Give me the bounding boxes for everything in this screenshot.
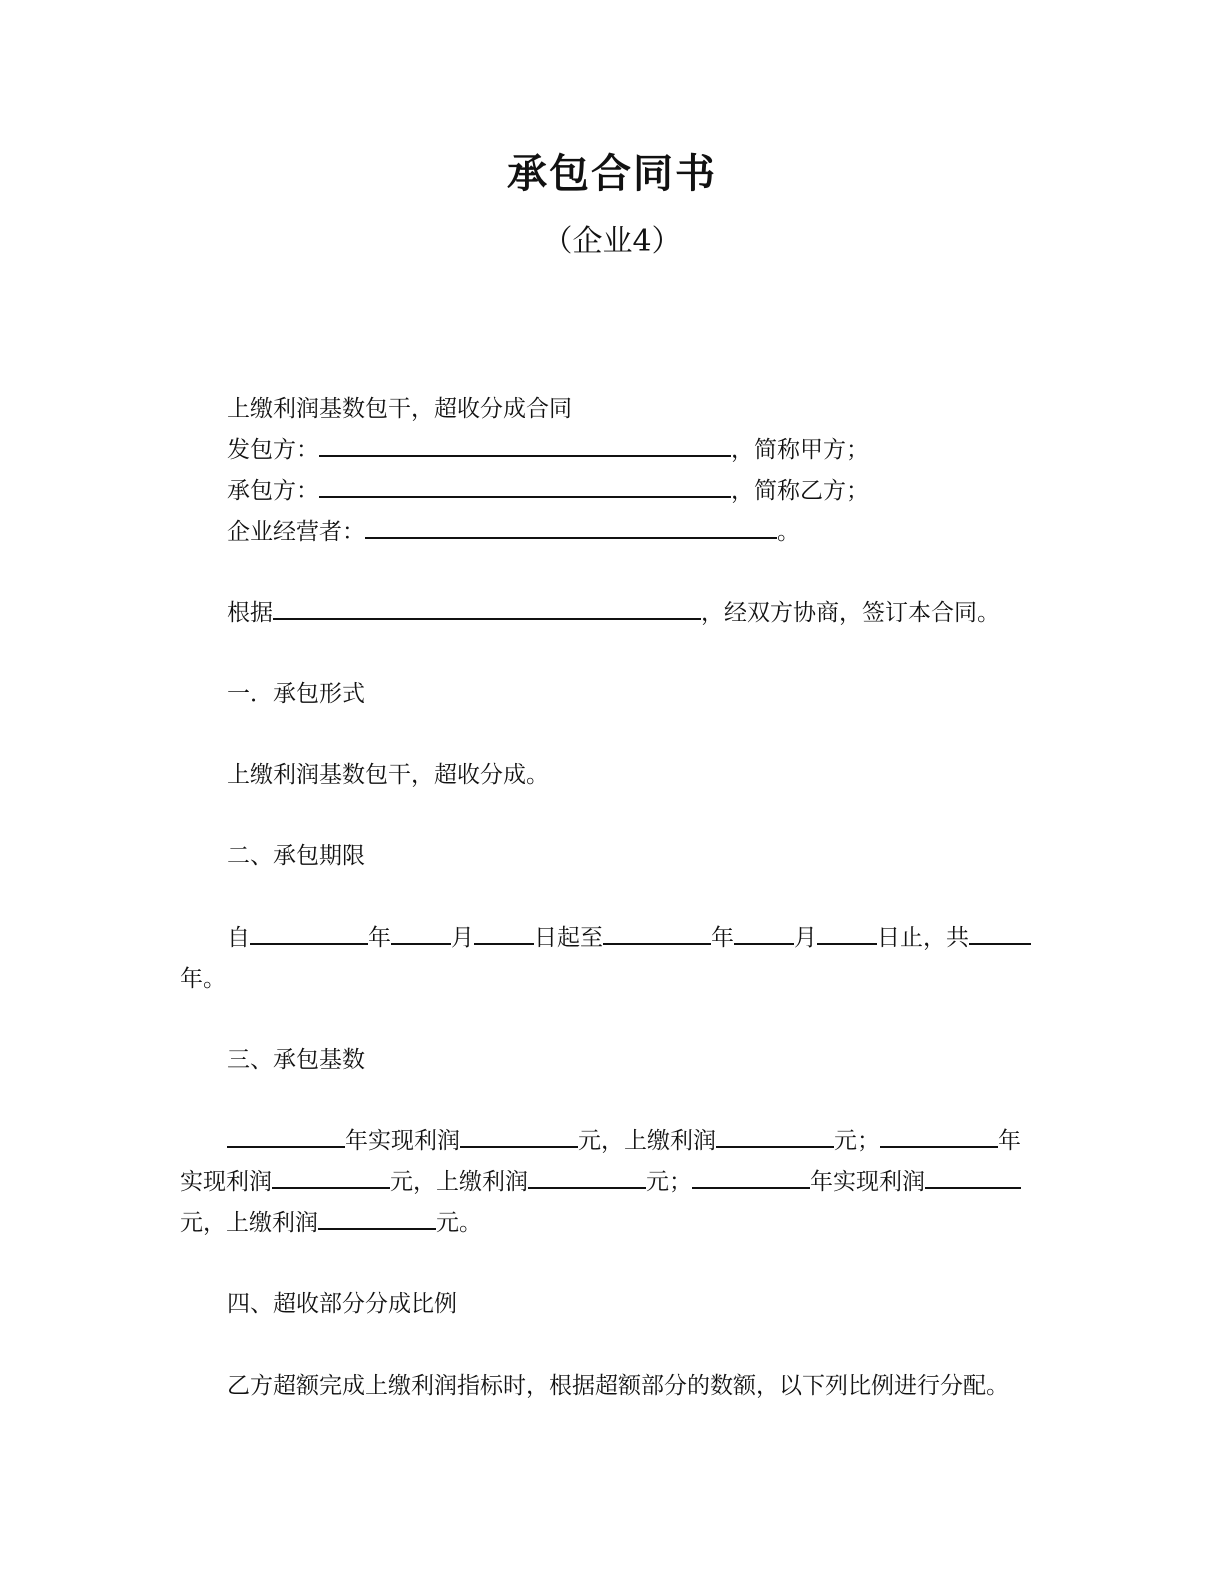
term-year-end: 年。 xyxy=(180,966,226,992)
term-line xyxy=(227,923,1031,953)
basis-blank[interactable] xyxy=(273,598,701,620)
operator-label: 企业经营者： xyxy=(227,519,365,545)
term-day-end: 日止，共 xyxy=(877,925,969,951)
base-yuan-semicolon-1: 元； xyxy=(834,1128,880,1154)
base-profit-2-blank[interactable] xyxy=(272,1167,390,1189)
base-year-2-label: 年 xyxy=(998,1128,1021,1154)
start-year-blank[interactable] xyxy=(250,923,368,945)
base-yuan-end: 元。 xyxy=(436,1210,482,1236)
section3-heading-text: 三、承包基数 xyxy=(227,1047,365,1073)
section4-heading xyxy=(227,1289,457,1319)
base-yuan-paid-1: 元，上缴利润 xyxy=(578,1128,716,1154)
base-profit-1-blank[interactable] xyxy=(460,1126,578,1148)
end-day-blank[interactable] xyxy=(817,923,877,945)
party-a-line xyxy=(227,435,869,465)
section3-heading xyxy=(227,1045,365,1075)
party-a-label: 发包方： xyxy=(227,437,319,463)
base-year-3-blank[interactable] xyxy=(692,1167,810,1189)
basis-line xyxy=(227,598,1000,628)
base-line-3 xyxy=(180,1208,482,1238)
party-b-suffix: ，简称乙方； xyxy=(731,478,869,504)
party-a-blank[interactable] xyxy=(319,435,731,457)
party-b-line xyxy=(227,476,869,506)
term-from: 自 xyxy=(227,925,250,951)
contract-type-text: 上缴利润基数包干，超收分成合同 xyxy=(227,396,572,422)
operator-blank[interactable] xyxy=(365,517,777,539)
term-years-blank[interactable] xyxy=(969,923,1031,945)
base-paid-3-blank[interactable] xyxy=(318,1208,436,1230)
term-end-month-label: 月 xyxy=(794,925,817,951)
start-day-blank[interactable] xyxy=(474,923,534,945)
term-year-label: 年 xyxy=(368,925,391,951)
term-line-2 xyxy=(180,964,226,994)
operator-line xyxy=(227,517,800,547)
base-paid-2-blank[interactable] xyxy=(528,1167,646,1189)
base-year-1-blank[interactable] xyxy=(227,1126,345,1148)
section2-heading-text: 二、承包期限 xyxy=(227,843,365,869)
base-yuan-paid-2: 元，上缴利润 xyxy=(390,1169,528,1195)
end-month-blank[interactable] xyxy=(734,923,794,945)
basis-prefix: 根据 xyxy=(227,600,273,626)
base-realized-profit-2: 实现利润 xyxy=(180,1169,272,1195)
operator-suffix: 。 xyxy=(777,519,800,545)
section1-body xyxy=(227,760,549,790)
section1-heading-text: 一．承包形式 xyxy=(227,681,365,707)
section1-heading xyxy=(227,679,365,709)
base-line-1 xyxy=(227,1126,1021,1156)
base-line-2 xyxy=(180,1167,1021,1197)
section4-body-text: 乙方超额完成上缴利润指标时，根据超额部分的数额，以下列比例进行分配。 xyxy=(227,1373,1009,1399)
section2-heading xyxy=(227,841,365,871)
party-b-label: 承包方： xyxy=(227,478,319,504)
base-year-2-blank[interactable] xyxy=(880,1126,998,1148)
base-year-profit-3: 年实现利润 xyxy=(810,1169,925,1195)
end-year-blank[interactable] xyxy=(603,923,711,945)
base-year-profit-1: 年实现利润 xyxy=(345,1128,460,1154)
base-paid-1-blank[interactable] xyxy=(716,1126,834,1148)
base-profit-3-blank[interactable] xyxy=(925,1167,1021,1189)
term-month-label: 月 xyxy=(451,925,474,951)
base-yuan-semicolon-2: 元； xyxy=(646,1169,692,1195)
party-a-suffix: ，简称甲方； xyxy=(731,437,869,463)
document-subtitle: （企业4） xyxy=(542,224,682,259)
term-day-start: 日起至 xyxy=(534,925,603,951)
start-month-blank[interactable] xyxy=(391,923,451,945)
contract-type-line xyxy=(227,394,572,424)
base-yuan-comma-paid-3: 元，上缴利润 xyxy=(180,1210,318,1236)
document-title: 承包合同书 xyxy=(507,151,717,197)
term-end-year-label: 年 xyxy=(711,925,734,951)
section4-body xyxy=(227,1371,1009,1401)
section1-body-text: 上缴利润基数包干，超收分成。 xyxy=(227,762,549,788)
basis-suffix: ，经双方协商，签订本合同。 xyxy=(701,600,1000,626)
party-b-blank[interactable] xyxy=(319,476,731,498)
section4-heading-text: 四、超收部分分成比例 xyxy=(227,1291,457,1317)
